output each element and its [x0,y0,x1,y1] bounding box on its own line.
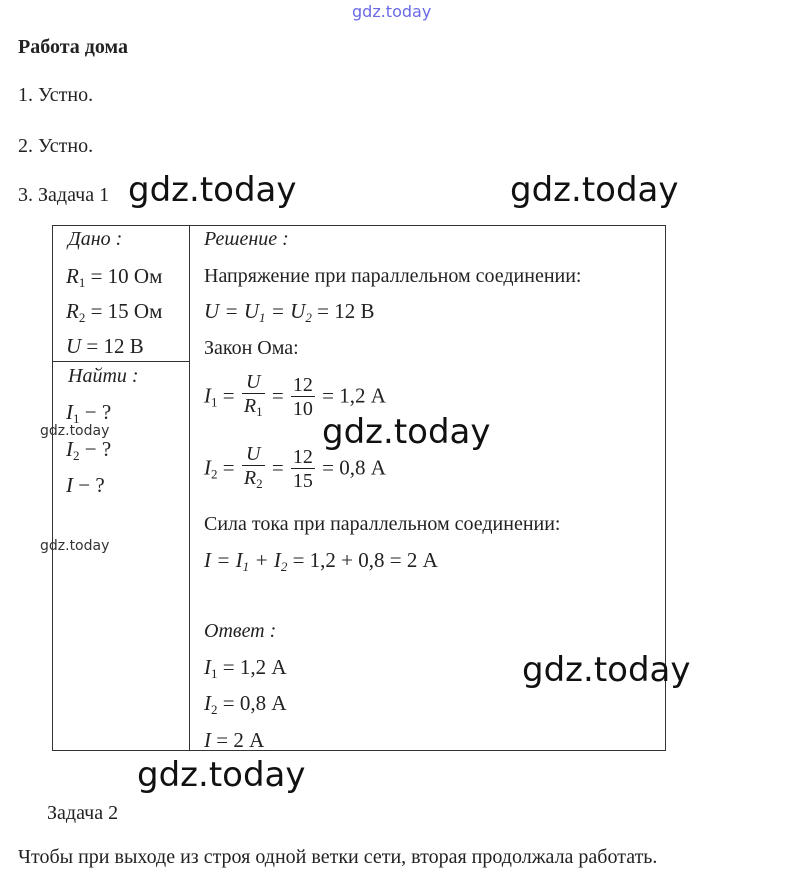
answer-label: Ответ : [204,620,277,642]
watermark: gdz.today [40,423,110,439]
task2-text: Чтобы при выходе из строя одной ветки сети, вторая продолжала работать. [18,846,658,868]
find-i2: $I_2$ − ? [66,437,112,463]
item-3: 3. Задача 1 [18,184,110,206]
answer-i2: $I_2 = 0,8$ А [204,691,287,717]
equation-i2: $I_2$ = $\frac{U}{R_2}$ = $\frac{12}{15}$ = 0,8 А [204,443,386,496]
solution-text-voltage: Напряжение при параллельном соединении: [204,265,582,287]
given-r1: $R_1 = 10$ Ом [66,264,163,290]
find-label: Найти : [68,365,139,387]
equation-voltage: $U = U_1 = U_2 = 12$ В [204,299,375,325]
find-i: I − ? [66,473,105,497]
equation-i1: $I_1$ = $\frac{U}{R_1}$ = $\frac{12}{10}$ = 1,2 А [204,371,386,424]
solution-text-ohm: Закон Ома: [204,337,299,359]
watermark: gdz.today [322,412,491,452]
answer-i1: $I_1 = 1,2$ А [204,655,287,681]
given-u: U = 12 В [66,334,144,358]
table-divider-horizontal [52,361,190,362]
page-heading: Работа дома [18,36,128,58]
solution-label: Решение : [204,228,289,250]
watermark: gdz.today [128,170,297,210]
watermark: gdz.today [522,650,691,690]
solution-text-current: Сила тока при параллельном соединении: [204,513,561,535]
watermark: gdz.today [510,170,679,210]
table-divider-vertical [189,225,190,751]
given-label: Дано : [68,228,123,250]
equation-total-current: $I = I_1 + I_2 = 1,2 + 0,8 = 2$ А [204,548,438,574]
find-i1: $I_1$ − ? [66,400,112,426]
given-r2: $R_2 = 15$ Ом [66,299,163,325]
item-2: 2. Устно. [18,135,94,157]
watermark: gdz.today [40,538,110,554]
task2-title: Задача 2 [47,802,119,824]
answer-i: I = 2 А [204,728,265,752]
watermark: gdz.today [137,755,306,795]
item-1: 1. Устно. [18,84,94,106]
watermark-top: gdz.today [352,2,432,21]
